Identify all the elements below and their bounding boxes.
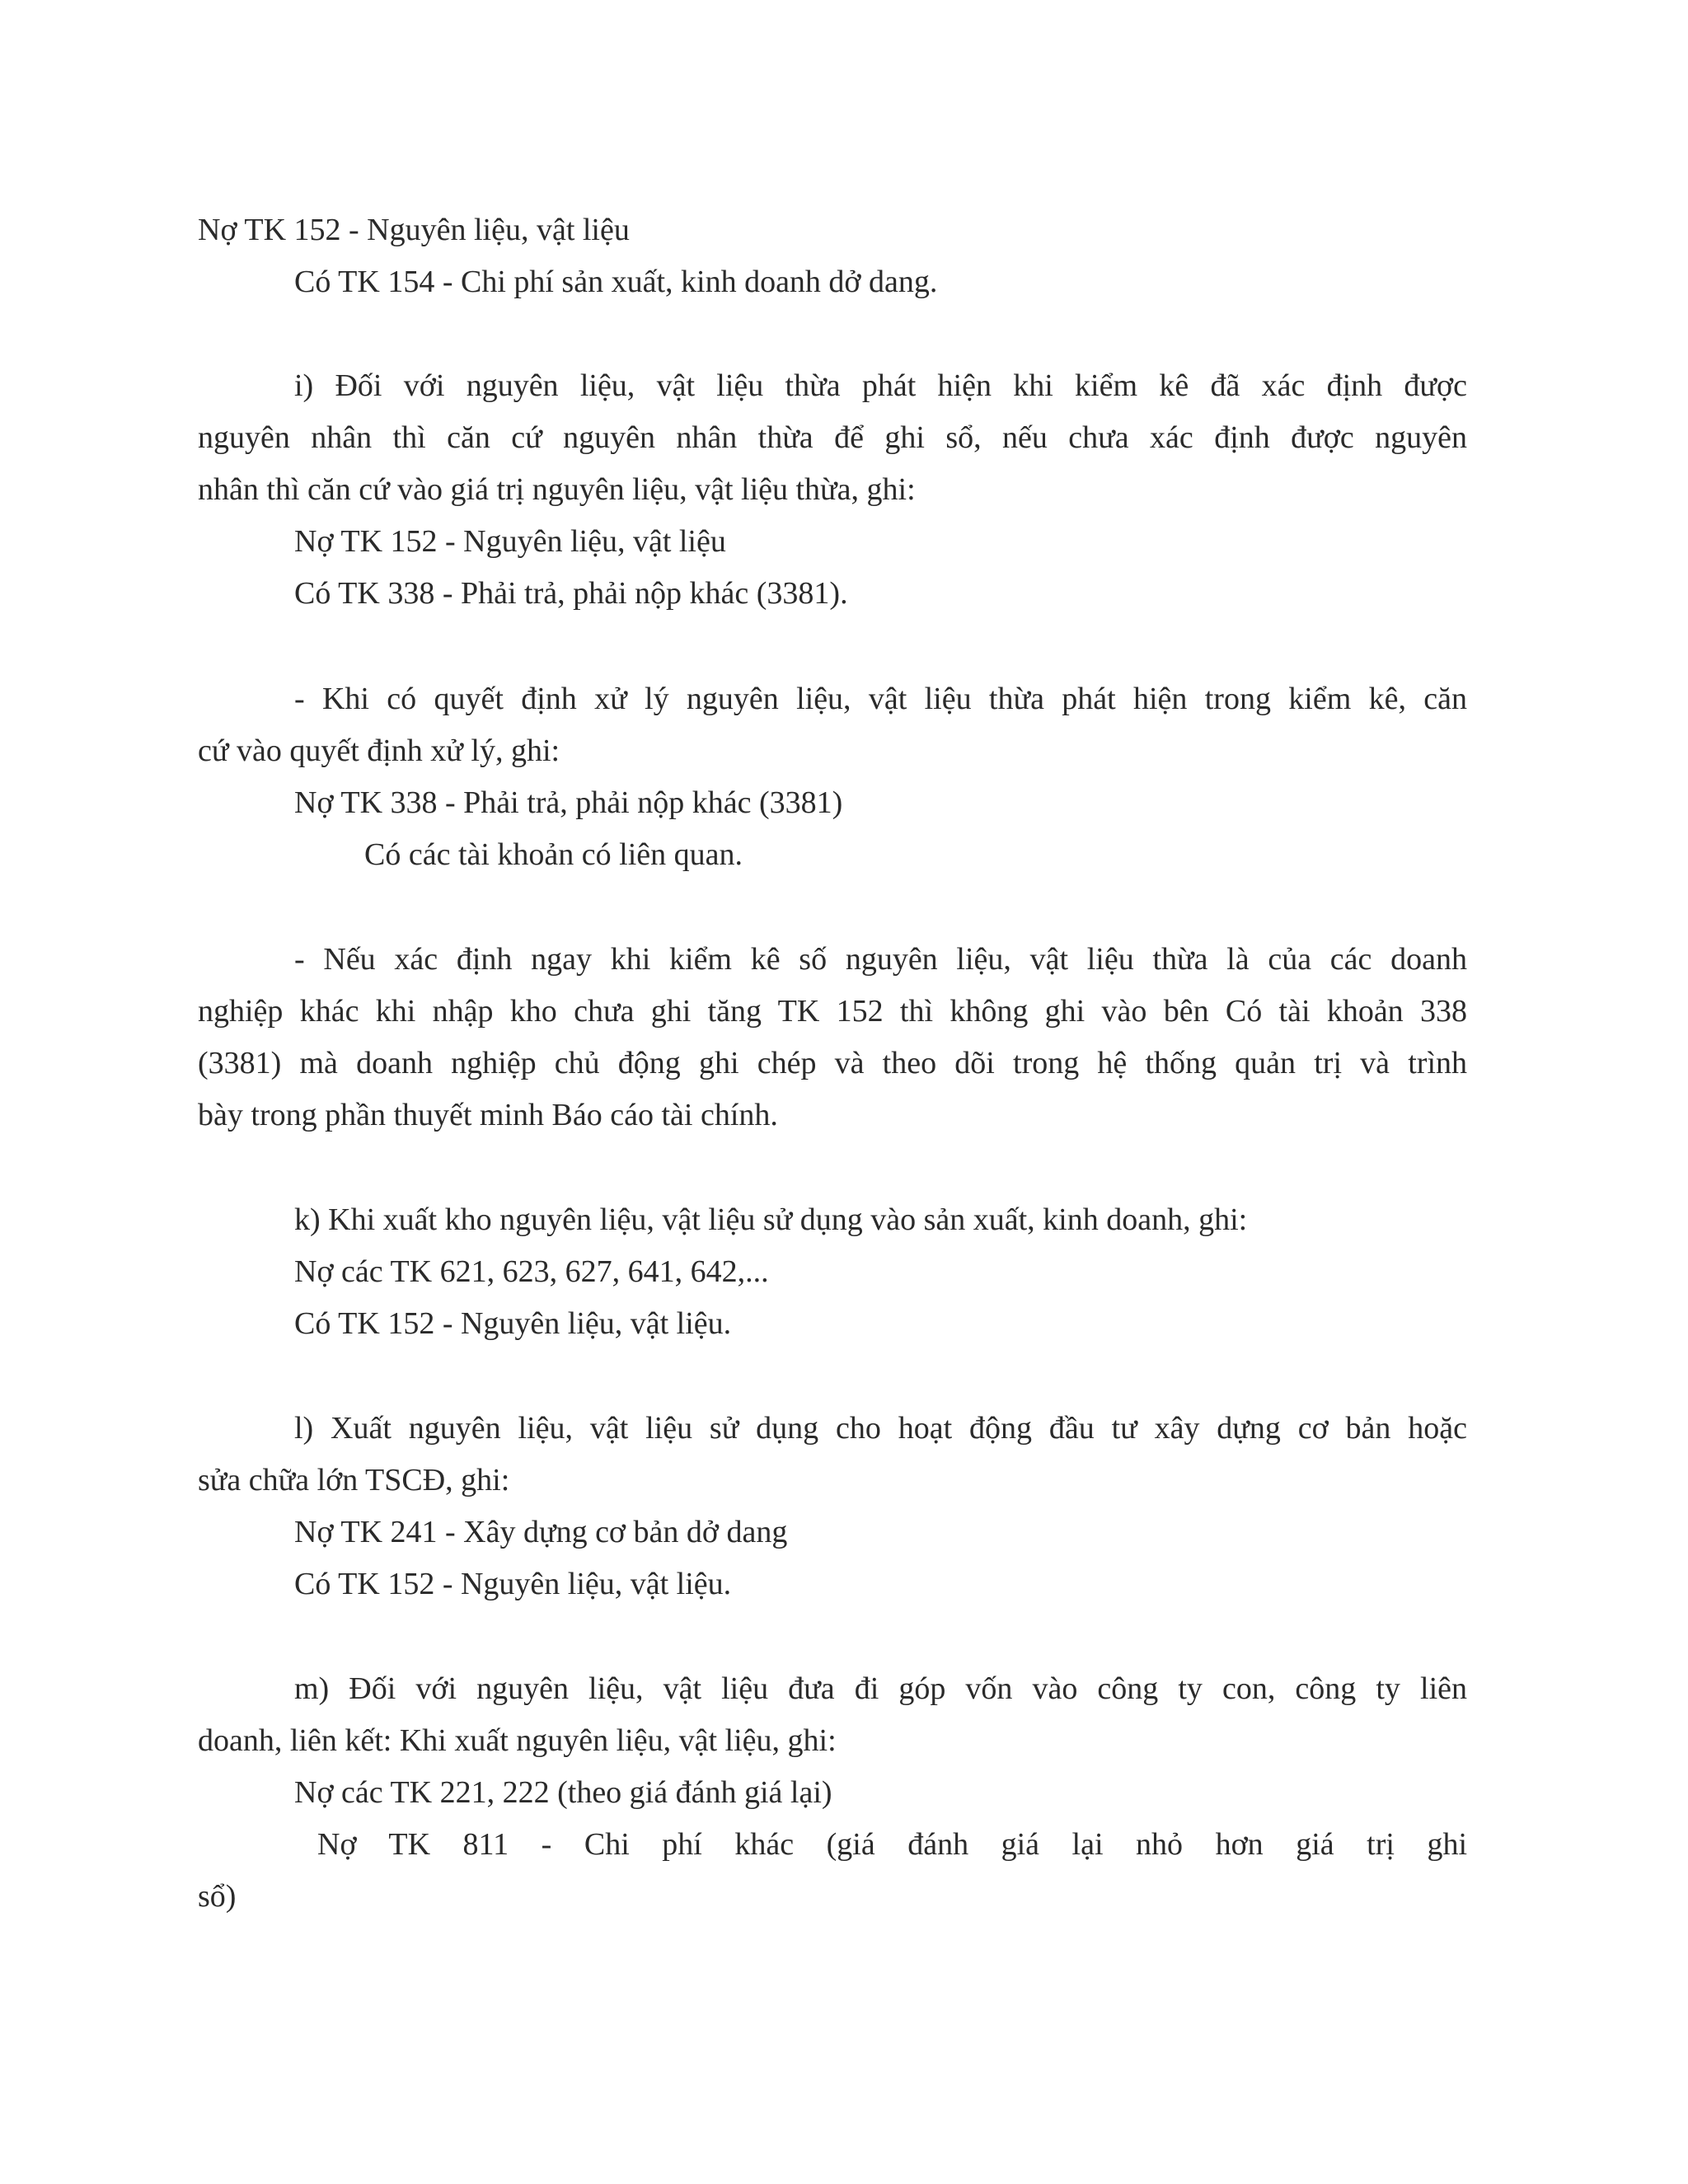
text-line: bày trong phần thuyết minh Báo cáo tài chính. (198, 1098, 778, 1132)
text-line: Có TK 338 - Phải trả, phải nộp khác (3381). (294, 576, 848, 611)
text-line: Nợ các TK 221, 222 (theo giá đánh giá lại) (294, 1775, 832, 1810)
text-line: nhân thì căn cứ vào giá trị nguyên liệu, vật liệu thừa, ghi: (198, 472, 916, 507)
text-line: - Nếu xác định ngay khi kiểm kê số nguyên liệu, vật liệu thừa là của các doanh (294, 942, 1467, 977)
text-line: Có TK 154 - Chi phí sản xuất, kinh doanh dở dang. (294, 265, 938, 299)
text-line: l) Xuất nguyên liệu, vật liệu sử dụng cho hoạt động đầu tư xây dựng cơ bản hoặc (294, 1411, 1467, 1446)
text-line: m) Đối với nguyên liệu, vật liệu đưa đi góp vốn vào công ty con, công ty liên (294, 1671, 1467, 1706)
text-line: - Khi có quyết định xử lý nguyên liệu, vật liệu thừa phát hiện trong kiểm kê, căn (294, 682, 1467, 716)
text-line: sửa chữa lớn TSCĐ, ghi: (198, 1463, 510, 1497)
text-line: Nợ TK 338 - Phải trả, phải nộp khác (3381) (294, 785, 843, 820)
text-line: Nợ TK 152 - Nguyên liệu, vật liệu (198, 213, 630, 247)
text-line: cứ vào quyết định xử lý, ghi: (198, 733, 560, 768)
text-line: doanh, liên kết: Khi xuất nguyên liệu, vật liệu, ghi: (198, 1723, 837, 1758)
text-line: Nợ TK 811 - Chi phí khác (giá đánh giá lại nhỏ hơn giá trị ghi (317, 1827, 1467, 1862)
text-line: Có TK 152 - Nguyên liệu, vật liệu. (294, 1567, 732, 1601)
text-line: (3381) mà doanh nghiệp chủ động ghi chép và theo dõi trong hệ thống quản trị và trình (198, 1046, 1467, 1080)
text-line: Có các tài khoản có liên quan. (364, 837, 743, 872)
text-line: k) Khi xuất kho nguyên liệu, vật liệu sử dụng vào sản xuất, kinh doanh, ghi: (294, 1202, 1248, 1237)
text-line: nguyên nhân thì căn cứ nguyên nhân thừa để ghi sổ, nếu chưa xác định được nguyên (198, 420, 1467, 455)
text-line: Nợ các TK 621, 623, 627, 641, 642,... (294, 1254, 769, 1289)
text-line: Nợ TK 241 - Xây dựng cơ bản dở dang (294, 1515, 788, 1549)
text-line: sổ) (198, 1879, 237, 1914)
text-line: nghiệp khác khi nhập kho chưa ghi tăng TK 152 thì không ghi vào bên Có tài khoản 338 (198, 994, 1467, 1029)
text-line: Có TK 152 - Nguyên liệu, vật liệu. (294, 1306, 732, 1341)
text-line: Nợ TK 152 - Nguyên liệu, vật liệu (294, 524, 726, 559)
text-line: i) Đối với nguyên liệu, vật liệu thừa phát hiện khi kiểm kê đã xác định được (294, 368, 1467, 403)
